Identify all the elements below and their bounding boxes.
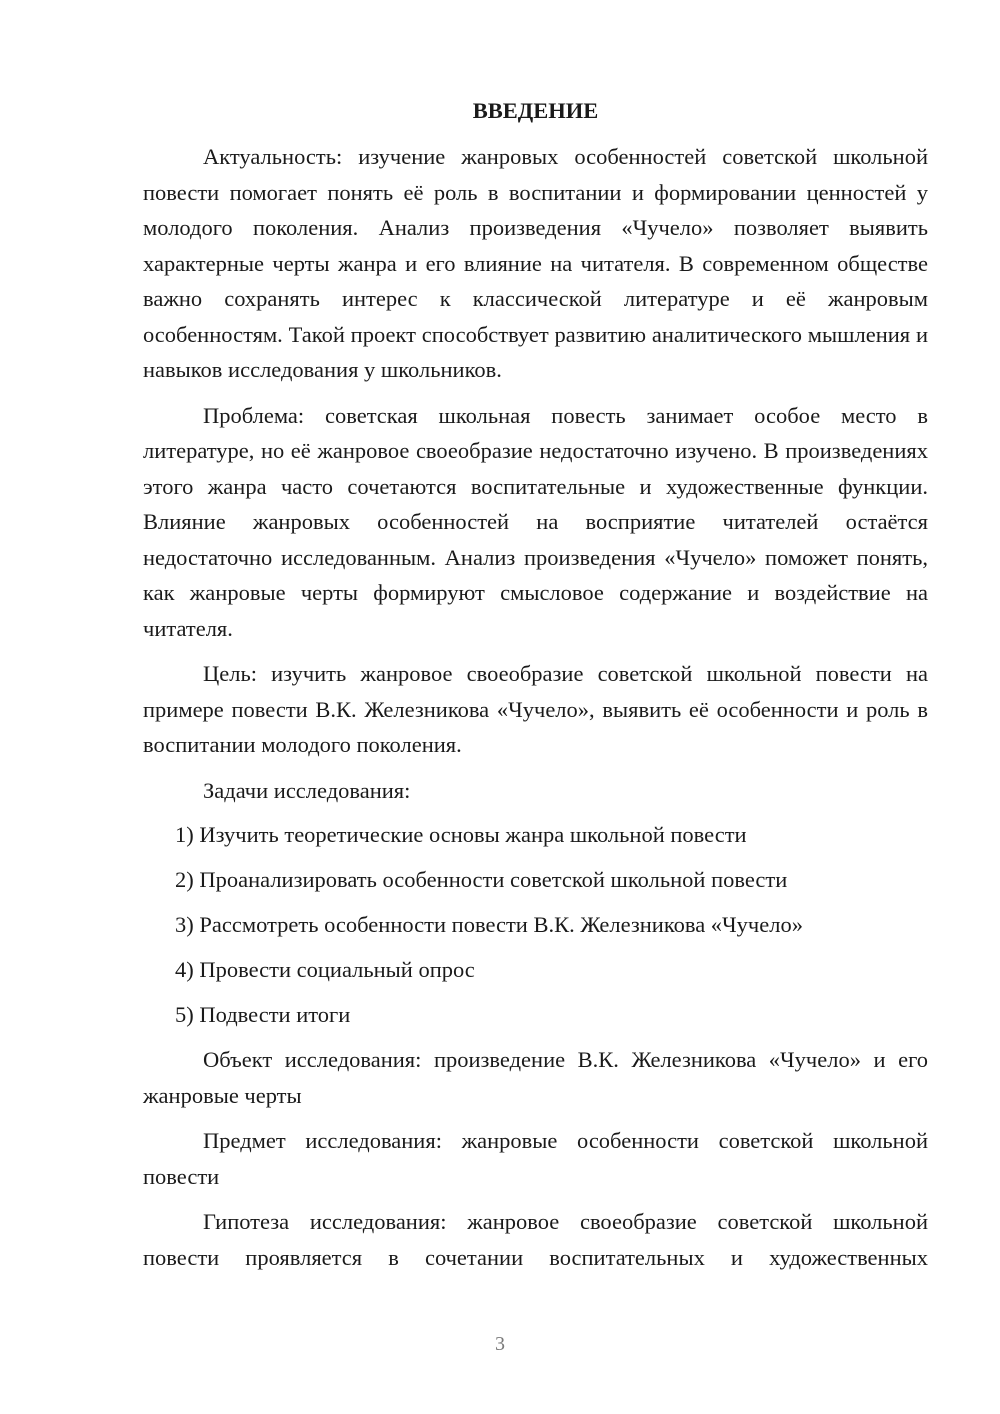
list-item: 2) Проанализировать особенности советской школьной повести xyxy=(175,867,788,892)
list-item: 5) Подвести итоги xyxy=(175,1002,351,1027)
list-item: 1) Изучить теоретические основы жанра школьной повести xyxy=(175,822,747,847)
page-number: 3 xyxy=(495,1333,505,1355)
list-item: 4) Провести социальный опрос xyxy=(175,957,475,982)
paragraph-goal: Цель: изучить жанровое своеобразие советской школьной повести на примере повести В.К. Железникова «Чучело», выявить её особенности и роль в воспитании молодого поколения. xyxy=(143,661,928,757)
page-content xyxy=(143,93,928,1285)
paragraph-object: Объект исследования: произведение В.К. Железникова «Чучело» и его жанровые черты xyxy=(143,1047,928,1108)
paragraph-subject: Предмет исследования: жанровые особенности советской школьной повести xyxy=(143,1128,928,1189)
paragraph-problem: Проблема: советская школьная повесть занимает особое место в литературе, но её жанровое своеобразие недостаточно изучено. В произведениях этого жанра часто сочетаются воспитательные и художественные функции. Влияние жанровых особенностей на восприятие читателей остаётся недостаточно исследованным. Анализ произведения «Чучело» поможет понять, как жанровые черты формируют смысловое содержание и воздействие на читателя. xyxy=(143,402,928,641)
paragraph-tasks-intro: Задачи исследования: xyxy=(203,777,411,803)
paragraph-relevance: Актуальность: изучение жанровых особенностей советской школьной повести помогает понять её роль в воспитании и формировании ценностей у молодого поколения. Анализ произведения «Чучело» позволяет выявить характерные черты жанра и его влияние на читателя. В современном обществе важно сохранять интерес к классической литературе и её жанровым особенностям. Такой проект способствует развитию аналитического мышления и навыков исследования у школьников. xyxy=(143,144,928,382)
tasks-list xyxy=(143,817,928,1033)
paragraph-hypothesis: Гипотеза исследования: жанровое своеобразие советской школьной повести проявляется в сочетании воспитательных и художественных xyxy=(143,1209,928,1270)
section-heading: ВВЕДЕНИЕ xyxy=(472,98,599,123)
list-item: 3) Рассмотреть особенности повести В.К. Железникова «Чучело» xyxy=(175,912,803,937)
